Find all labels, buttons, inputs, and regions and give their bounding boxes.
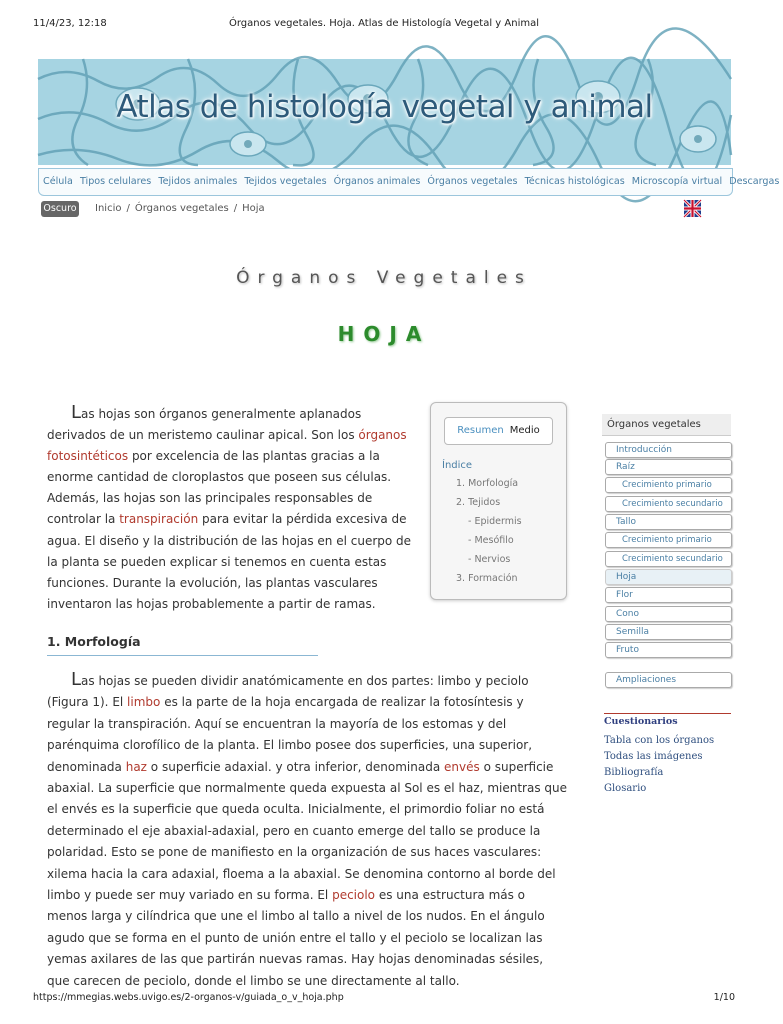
- nav-item-organos-vegetales[interactable]: Órganos vegetales: [427, 176, 518, 187]
- toc-item-mesofilo[interactable]: - Mesófilo: [468, 535, 514, 546]
- sidebar-item-tallo[interactable]: Tallo: [605, 514, 732, 530]
- section-divider: [47, 655, 318, 656]
- tab-resumen[interactable]: Resumen: [457, 425, 504, 436]
- dropcap: L: [71, 669, 82, 690]
- breadcrumb-separator: /: [233, 203, 238, 214]
- section-title: Órganos Vegetales: [236, 268, 532, 288]
- link-transpiracion[interactable]: transpiración: [119, 512, 199, 527]
- sidebar-heading: Órganos vegetales: [602, 414, 731, 436]
- table-of-contents: [430, 402, 567, 600]
- sidebar-item-tallo-crecimiento-secundario[interactable]: Crecimiento secundario: [605, 551, 732, 567]
- tab-medio[interactable]: Medio: [509, 425, 540, 436]
- sidebar-menu: [602, 414, 731, 685]
- toc-label: Índice: [442, 460, 473, 471]
- nav-item-descargas[interactable]: Descargas: [729, 176, 780, 187]
- breadcrumb: [95, 203, 265, 214]
- breadcrumb-separator: /: [126, 203, 130, 214]
- toc-item-epidermis[interactable]: - Epidermis: [468, 516, 522, 527]
- link-todas-imagenes[interactable]: Todas las imágenes: [604, 751, 703, 762]
- toc-item-nervios[interactable]: - Nervios: [468, 554, 511, 565]
- sidebar-links: [604, 714, 714, 797]
- top-navigation: [38, 168, 780, 196]
- print-doc-title: Órganos vegetales. Hoja. Atlas de Histología Vegetal y Animal: [228, 18, 539, 29]
- link-peciolo[interactable]: peciolo: [332, 888, 376, 903]
- print-footer-url: https://mmegias.webs.uvigo.es/2-organos-v/guiada_o_v_hoja.php: [33, 992, 344, 1003]
- text-1: as hojas se pueden dividir anatómicamente en dos partes: limbo y peciolo (Figura 1). El: [47, 674, 529, 710]
- breadcrumb-current: Hoja: [242, 203, 265, 214]
- intro-text-2: por excelencia de las plantas gracias a la enorme cantidad de cloroplastos que poseen sus células. Además, las hojas son las principales responsables de controlar la: [47, 449, 392, 527]
- toc-item-tejidos[interactable]: 2. Tejidos: [456, 497, 501, 508]
- link-enves[interactable]: envés: [444, 759, 480, 774]
- intro-text-1: as hojas son órganos generalmente aplanados derivados de un meristemo caulinar apical. Son los: [47, 407, 362, 443]
- sidebar-item-tallo-crecimiento-primario[interactable]: Crecimiento primario: [605, 532, 732, 548]
- sidebar-item-fruto[interactable]: Fruto: [605, 642, 732, 658]
- site-banner[interactable]: [38, 59, 731, 165]
- text-3: o superficie adaxial. y otra inferior, denominada: [146, 759, 445, 774]
- english-flag-icon[interactable]: [684, 200, 701, 217]
- sidebar-item-ampliaciones[interactable]: Ampliaciones: [605, 672, 732, 688]
- nav-item-microscopia-virtual[interactable]: Microscopía virtual: [631, 176, 723, 187]
- dropcap: L: [71, 402, 82, 423]
- link-tabla-organos[interactable]: Tabla con los órganos: [604, 735, 715, 746]
- nav-item-celula[interactable]: Célula: [43, 176, 73, 187]
- page-heading: HOJA: [337, 322, 431, 346]
- text-5: es una estructura más o menos larga y cilíndrica que une el limbo al tallo a nivel de los nudos. En el ángulo agudo que se forma en el punto de unión entre el tallo y el peciolo se localizan las yemas axilares de las que partirán nuevas ramas. Hay hojas denominadas sésiles, que carecen de peciolo, donde el limbo se une directamente al tallo.: [47, 888, 545, 988]
- section-heading-morfologia: 1. Morfología: [47, 634, 141, 649]
- toc-list: [456, 478, 522, 592]
- intro-paragraph: [47, 402, 419, 615]
- detail-level-tabs: [444, 417, 553, 445]
- sidebar-item-raiz-crecimiento-primario[interactable]: Crecimiento primario: [605, 477, 732, 493]
- intro-text-3: para evitar la pérdida excesiva de agua. El diseño y la distribución de las hojas en el cuerpo de la planta se pueden explicar si tenemos en cuenta estas funciones. Durante la evolución, las plantas vasculares inventaron las hojas probablemente a partir de ramas.: [47, 512, 412, 611]
- sidebar-item-introduccion[interactable]: Introducción: [605, 442, 732, 458]
- sidebar-item-hoja[interactable]: Hoja: [605, 569, 732, 585]
- nav-item-organos-animales[interactable]: Órganos animales: [333, 176, 421, 187]
- link-bibliografia[interactable]: Bibliografía: [604, 767, 664, 778]
- sidebar-item-flor[interactable]: Flor: [605, 587, 732, 603]
- sidebar-item-cono[interactable]: Cono: [605, 606, 732, 622]
- sidebar-item-raiz-crecimiento-secundario[interactable]: Crecimiento secundario: [605, 496, 732, 512]
- breadcrumb-section[interactable]: Órganos vegetales: [134, 203, 229, 214]
- link-limbo[interactable]: limbo: [127, 695, 161, 710]
- sidebar-item-raiz[interactable]: Raíz: [605, 459, 732, 475]
- link-glosario[interactable]: Glosario: [604, 783, 647, 794]
- nav-item-tipos-celulares[interactable]: Tipos celulares: [79, 176, 152, 187]
- dark-mode-button[interactable]: Oscuro: [41, 201, 79, 217]
- nav-item-tejidos-animales[interactable]: Tejidos animales: [158, 176, 238, 187]
- nav-item-tejidos-vegetales[interactable]: Tejidos vegetales: [244, 176, 327, 187]
- text-2: es la parte de la hoja encargada de realizar la fotosíntesis y regular la transpiración. Aquí se encuentran la mayoría de los estomas y del parénquima clorofílico de la planta. El limbo posee dos superficies, una superior, denominada: [47, 695, 533, 774]
- sidebar-item-semilla[interactable]: Semilla: [605, 624, 732, 640]
- site-title[interactable]: Atlas de histología vegetal y animal: [116, 89, 653, 125]
- breadcrumb-home[interactable]: Inicio: [95, 203, 122, 214]
- link-organos-fotosinteticos[interactable]: órganos fotosintéticos: [47, 428, 407, 464]
- toc-item-morfologia[interactable]: 1. Morfología: [456, 478, 519, 489]
- nav-item-tecnicas-histologicas[interactable]: Técnicas histológicas: [524, 176, 625, 187]
- print-page-number: 1/10: [713, 992, 735, 1003]
- morfologia-paragraph: [47, 669, 569, 992]
- text-4: o superficie abaxial. La superficie que normalmente queda expuesta al Sol es el haz, mientras que el envés es la superficie que queda oculta. Inicialmente, el primordio foliar no está determinado el eje abaxial-adaxial, pero en cuanto emerge del tallo se produce la polaridad. Esto se pone de manifiesto en la organización de sus haces vasculares: xilema hacia la cara adaxial, floema a la abaxial. Se denomina contorno al borde del limbo y puede ser muy variado en su forma. El: [47, 759, 568, 903]
- link-cuestionarios[interactable]: Cuestionarios: [604, 716, 678, 727]
- toc-item-formacion[interactable]: 3. Formación: [456, 573, 518, 584]
- print-datetime: 11/4/23, 12:18: [33, 18, 107, 29]
- link-haz[interactable]: haz: [125, 759, 147, 774]
